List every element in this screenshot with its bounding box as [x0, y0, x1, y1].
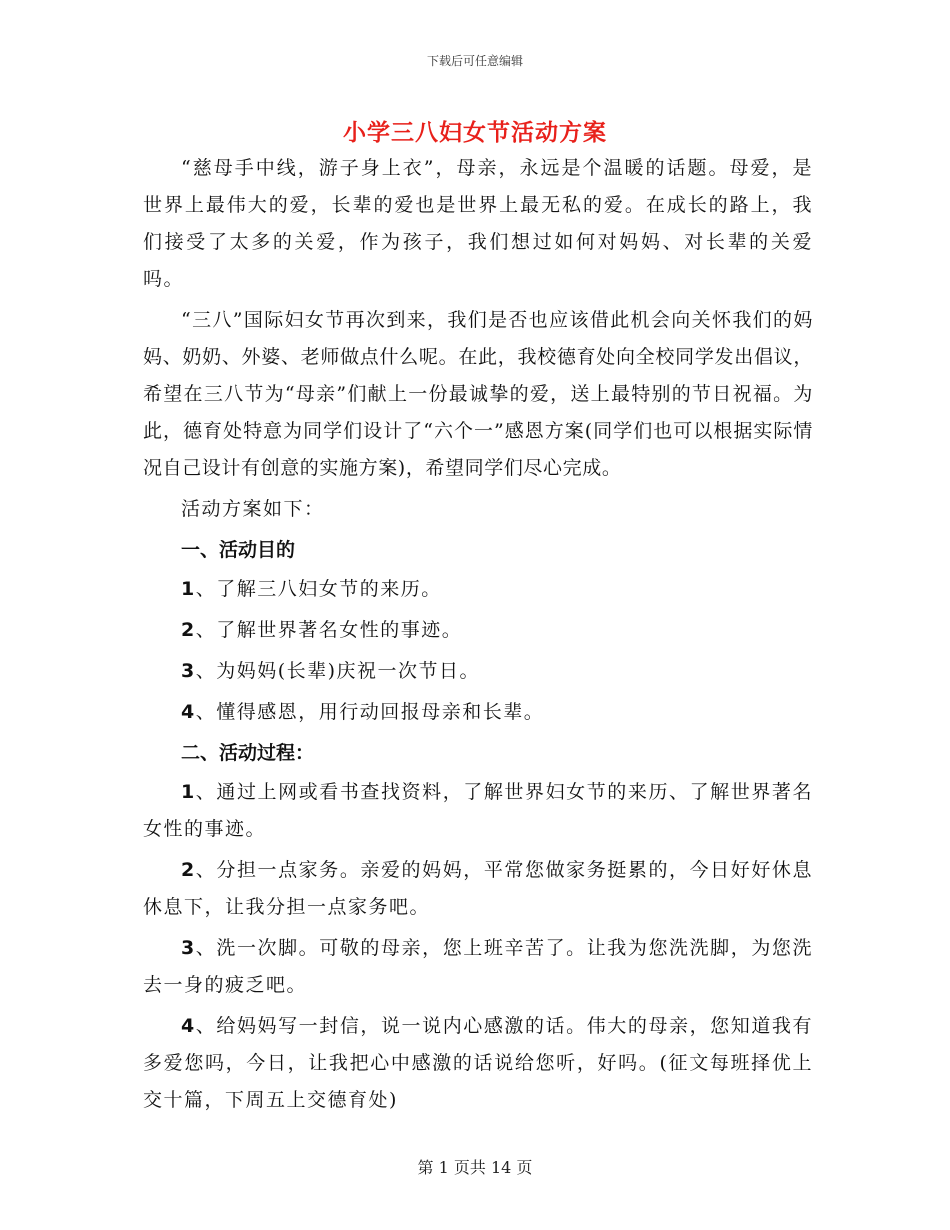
list-item — [143, 653, 813, 690]
list-item — [143, 694, 813, 731]
intro-paragraph-2: “三八”国际妇女节再次到来，我们是否也应该借此机会向关怀我们的妈妈、奶奶、外婆、老师做点什么呢。在此，我校德育处向全校同学发出倡议，希望在三八节为“母亲”们献上一份最诚挚的爱，送上最特别的节日祝福。为此，德育处特意为同学们设计了“六个一”感恩方案(同学们也可以根据实际情况自己设计有创意的实施方案)，希望同学们尽心完成。 — [143, 309, 813, 479]
list-item-number: 4 — [181, 701, 196, 723]
intro-paragraph-3: 活动方案如下： — [181, 498, 325, 520]
document-title: 小学三八妇女节活动方案 — [343, 120, 607, 146]
list-item — [143, 852, 813, 926]
list-item-text: 、分担一点家务。亲爱的妈妈，平常您做家务挺累的，今日好好休息休息下，让我分担一点家务吧。 — [143, 859, 813, 918]
list-item-number: 4 — [181, 1015, 196, 1037]
list-item-text: 、懂得感恩，用行动回报母亲和长辈。 — [195, 701, 545, 723]
page-footer: 第 1 页共 14 页 — [417, 1158, 533, 1177]
list-item-number: 3 — [181, 937, 196, 959]
list-item-text: 、通过上网或看书查找资料，了解世界妇女节的来历、了解世界著名女性的事迹。 — [143, 781, 813, 840]
section-heading-process: 二、活动过程： — [181, 742, 315, 764]
list-item-number: 1 — [181, 781, 196, 803]
list-item — [143, 1008, 813, 1119]
list-item — [143, 571, 813, 608]
list-item-text: 、为妈妈(长辈)庆祝一次节日。 — [195, 660, 481, 682]
list-item-text: 、了解世界著名女性的事迹。 — [195, 619, 463, 641]
list-item-number: 2 — [181, 619, 196, 641]
list-item-number: 3 — [181, 660, 196, 682]
document-body — [143, 150, 813, 1123]
list-item — [143, 774, 813, 848]
list-item-number: 2 — [181, 859, 196, 881]
list-item — [143, 930, 813, 1004]
section-heading-purpose: 一、活动目的 — [181, 539, 296, 561]
list-item-text: 、了解三八妇女节的来历。 — [195, 578, 442, 600]
list-item-number: 1 — [181, 578, 196, 600]
list-item-text: 、洗一次脚。可敬的母亲，您上班辛苦了。让我为您洗洗脚，为您洗去一身的疲乏吧。 — [143, 937, 813, 996]
list-item-text: 、给妈妈写一封信，说一说内心感激的话。伟大的母亲，您知道我有多爱您吗，今日，让我把心中感激的话说给您听，好吗。(征文每班择优上交十篇，下周五上交德育处) — [143, 1015, 813, 1111]
list-item — [143, 612, 813, 649]
page-header: 下载后可任意编辑 — [426, 54, 523, 68]
intro-paragraph-1: “慈母手中线，游子身上衣”，母亲，永远是个温暖的话题。母爱，是世界上最伟大的爱，长辈的爱也是世界上最无私的爱。在成长的路上，我们接受了太多的关爱，作为孩子，我们想过如何对妈妈、对长辈的关爱吗。 — [143, 157, 813, 290]
